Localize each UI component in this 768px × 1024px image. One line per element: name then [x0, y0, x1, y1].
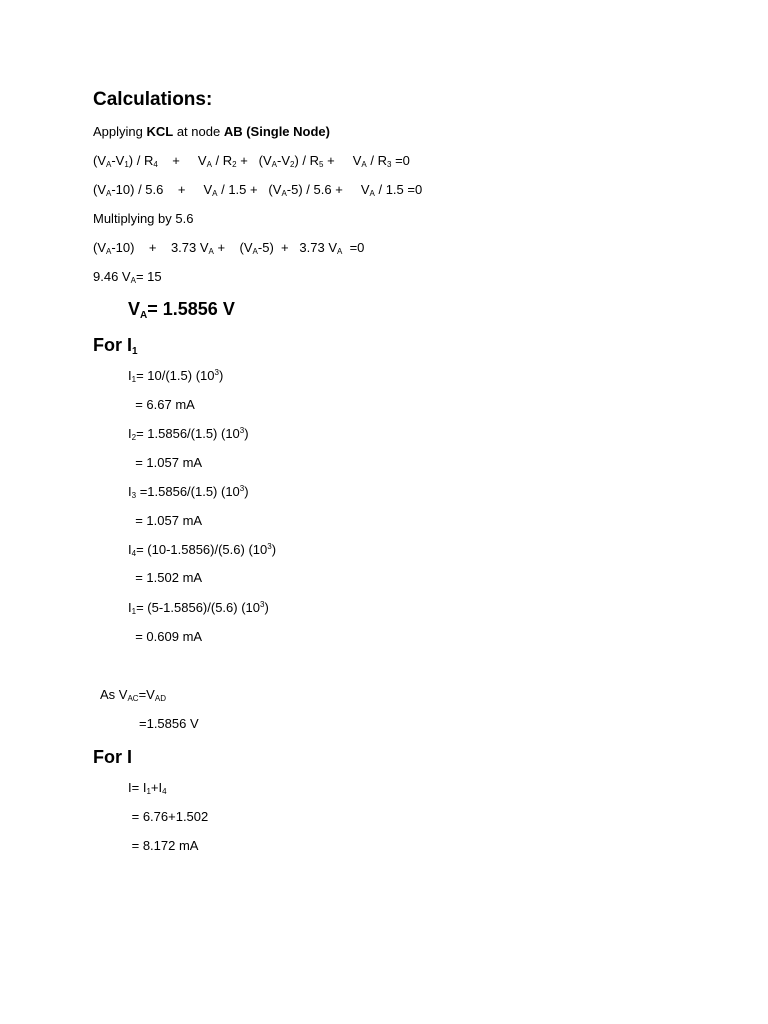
- for-i1-heading: For $I_1$: [93, 335, 138, 357]
- vac-equation: As $V_{AC}=V_{AD}$: [100, 687, 166, 703]
- itotal-equation: $I= I_1+I_4$: [128, 780, 167, 796]
- vac-result: =1.5856 V: [139, 716, 199, 731]
- itotal-result: = 8.172 mA: [128, 838, 199, 853]
- kcl-line: Applying KCL at node AB (Single Node): [93, 124, 330, 139]
- i2-result: = 1.057 mA: [128, 455, 203, 470]
- equation-multiplied: $(V_A-10)$ + 3.73 $V_A$ + $(V_A-5) + 3.73$ $V_A =0$: [93, 240, 365, 256]
- for-i-heading: For I: [93, 747, 132, 767]
- multiplying-line: Multiplying by 5.6: [93, 211, 194, 226]
- va-result: $V_A= 1.5856$ V: [128, 299, 235, 321]
- i4-result: = 1.502 mA: [128, 570, 203, 585]
- i1-equation: $I_1= 10/(1.5)$ $(10^3)$: [128, 368, 224, 384]
- i1-result: = 6.67 mA: [128, 397, 195, 412]
- i4-equation: $I_4= (10-1.5856)/(5.6)$ $(10^3)$: [128, 542, 277, 558]
- i3-equation: $I_3 =1.5856/(1.5)$ $(10^3)$: [128, 484, 249, 500]
- i5-equation: $I_1= (5-1.5856)/(5.6)$ $(10^3)$: [128, 600, 269, 616]
- i3-result: = 1.057 mA: [128, 513, 203, 528]
- equation-general: $(V_A-V_1) / R_4$ + $V_A / R_2 + (V_A-V_2) / R_5$ + $V_A / R_3 =0$: [93, 153, 410, 169]
- equation-values: $(V_A-10) / 5.6$ + $V_A / 1.5 + (V_A-5) / 5.6$ + $V_A / 1.5 =0$: [93, 182, 423, 198]
- i2-equation: $I_2= 1.5856/(1.5)$ $(10^3)$: [128, 426, 249, 442]
- i5-result: = 0.609 mA: [128, 629, 203, 644]
- equation-simplified: 9.46 $V_A= 15$: [93, 269, 162, 285]
- calculations-heading: Calculations:: [93, 89, 213, 110]
- itotal-sum: = 6.76+1.502: [128, 809, 209, 824]
